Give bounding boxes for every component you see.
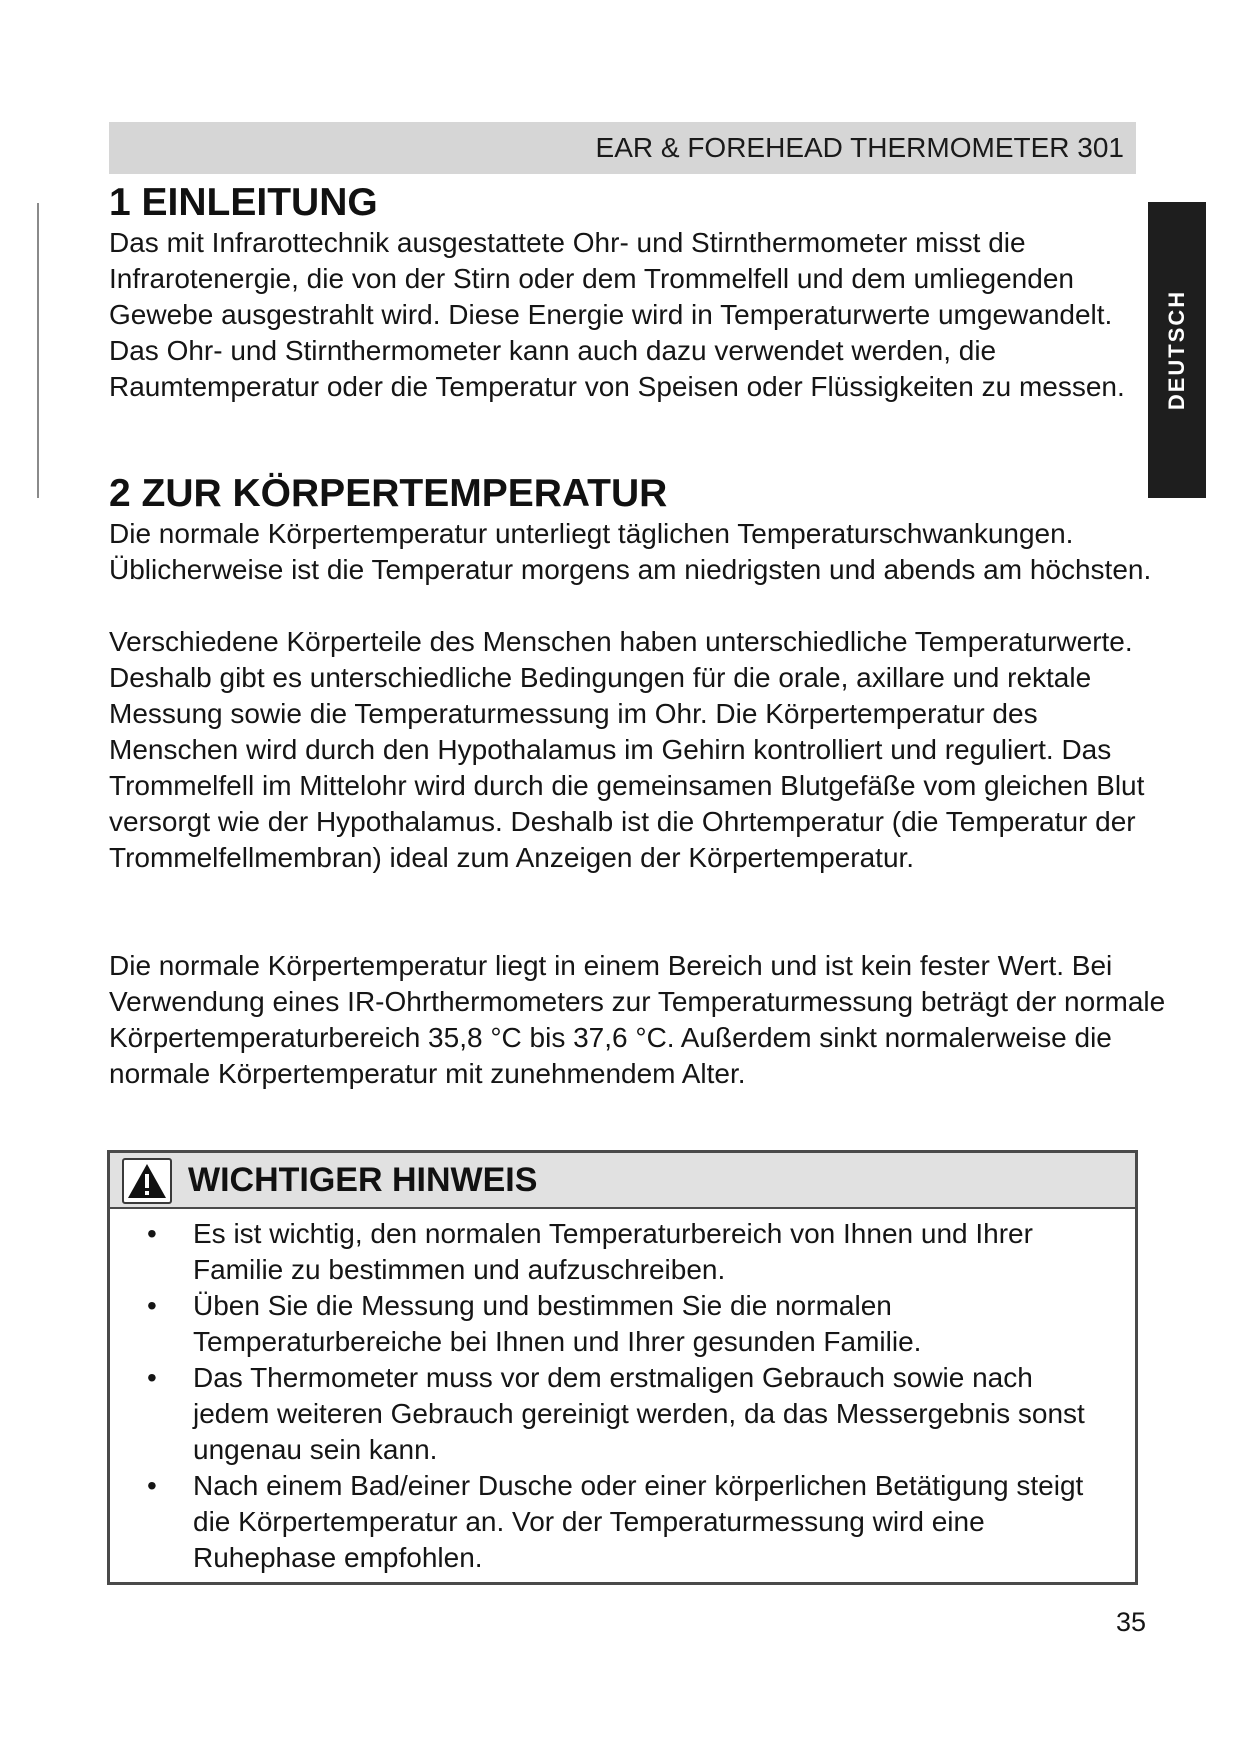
important-notice-box (107, 1150, 1138, 1585)
notice-item-text: Das Thermometer muss vor dem erstmaligen Gebrauch sowie nach jedem weiteren Gebrauch gereinigt werden, da das Messergebnis sonst ungenau sein kann. (193, 1362, 1085, 1465)
page-header (109, 122, 1136, 174)
notice-item-text: Es ist wichtig, den normalen Temperaturbereich von Ihnen und Ihrer Familie zu bestimmen und aufzuschreiben. (193, 1218, 1033, 1285)
notice-item-text: Nach einem Bad/einer Dusche oder einer körperlichen Betätigung steigt die Körpertemperatur an. Vor der Temperaturmessung wird eine Ruhephase empfohlen. (193, 1470, 1084, 1573)
language-tab-label: DEUTSCH (1164, 289, 1189, 411)
bullet: • (147, 1290, 157, 1321)
header-title: EAR & FOREHEAD THERMOMETER 301 (595, 132, 1124, 163)
notice-list (110, 1209, 1135, 1576)
notice-item (110, 1360, 1135, 1468)
margin-line (37, 203, 39, 498)
section-2-title: 2 ZUR KÖRPERTEMPERATUR (109, 472, 668, 515)
notice-header (110, 1153, 1135, 1209)
bullet: • (147, 1362, 157, 1393)
notice-item (110, 1288, 1135, 1360)
notice-item-text: Üben Sie die Messung und bestimmen Sie die normalen Temperaturbereiche bei Ihnen und Ihrer gesunden Familie. (193, 1290, 922, 1357)
bullet: • (147, 1470, 157, 1501)
section-1-body: Das mit Infrarottechnik ausgestattete Ohr- und Stirnthermometer misst die Infrarotenergie, die von der Stirn oder dem Trommelfell und dem umliegenden Gewebe ausgestrahlt wird. Diese Energie wird in Temperaturwerte umgewandelt. Das Ohr- und Stirnthermometer kann auch dazu verwendet werden, die Raumtemperatur oder die Temperatur von Speisen oder Flüssigkeiten zu messen. (109, 227, 1125, 402)
section-2-paragraph-2: Verschiedene Körperteile des Menschen haben unterschiedliche Temperaturwerte. Deshalb gibt es unterschiedliche Bedingungen für die orale, axillare und rektale Messung sowie die Temperaturmessung im Ohr. Die Körpertemperatur des Menschen wird durch den Hypothalamus im Gehirn kontrolliert und reguliert. Das Trommelfell im Mittelohr wird durch die gemeinsamen Blutgefäße vom gleichen Blut versorgt wie der Hypothalamus. Deshalb ist die Ohrtemperatur (die Temperatur der Trommelfellmembran) ideal zum Anzeigen der Körpertemperatur. (109, 626, 1145, 873)
section-1-title: 1 EINLEITUNG (109, 181, 378, 224)
notice-title: WICHTIGER HINWEIS (188, 1161, 538, 1199)
notice-item (110, 1216, 1135, 1288)
warning-triangle-icon (122, 1158, 172, 1204)
page-number: 35 (1115, 1607, 1146, 1637)
section-2-paragraph-3: Die normale Körpertemperatur liegt in einem Bereich und ist kein fester Wert. Bei Verwendung eines IR-Ohrthermometers zur Temperaturmessung beträgt der normale Körpertemperaturbereich 35,8 °C bis 37,6 °C. Außerdem sinkt normalerweise die normale Körpertemperatur mit zunehmendem Alter. (109, 950, 1166, 1089)
bullet: • (147, 1218, 157, 1249)
notice-item (110, 1468, 1135, 1576)
section-2-paragraph-1: Die normale Körpertemperatur unterliegt täglichen Temperaturschwankungen. Üblicherweise ist die Temperatur morgens am niedrigsten und abends am höchsten. (109, 518, 1152, 585)
